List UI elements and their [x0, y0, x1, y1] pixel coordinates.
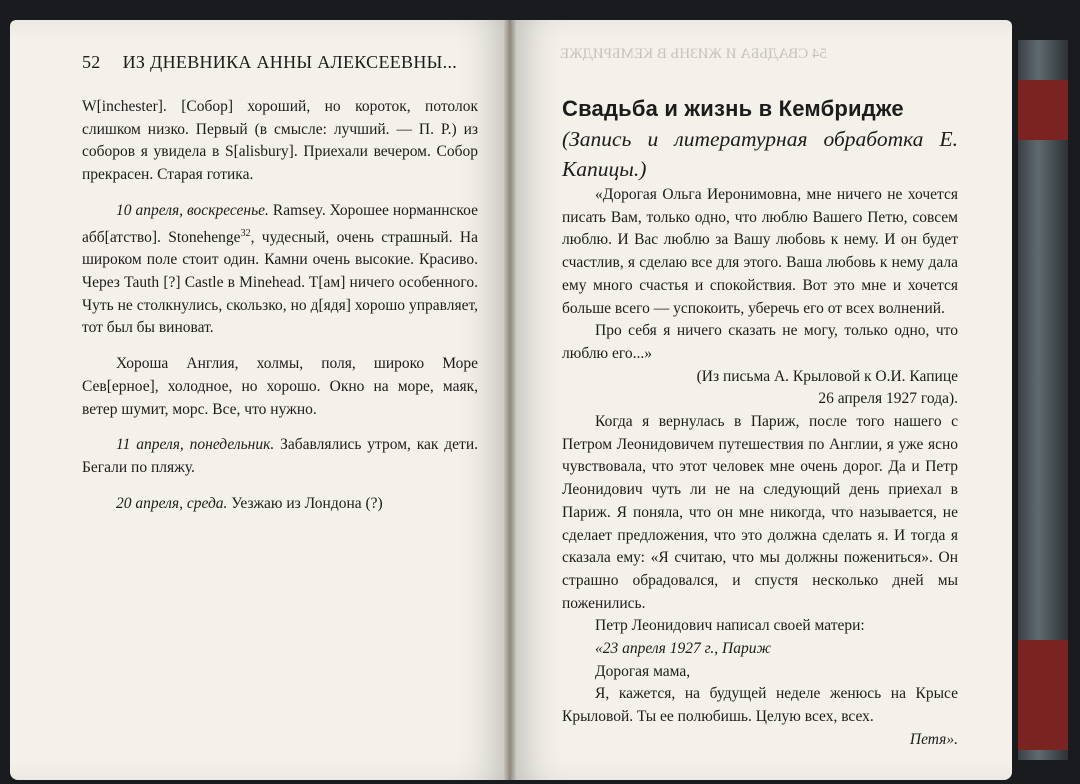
letter-quote: Про себя я ничего сказать не могу, только одно, что люблю его...»: [562, 322, 958, 362]
running-header: [82, 52, 457, 73]
chapter-title: Свадьба и жизнь в Кембридже: [562, 96, 904, 121]
left-page-text: [82, 96, 478, 515]
header-title: ИЗ ДНЕВНИКА АННЫ АЛЕКСЕЕВНЫ...: [122, 52, 458, 72]
entry-text: Забавлялись утром, как дети. Бегали по пляжу.: [82, 436, 478, 476]
entry-text: Уезжаю из Лондона (?): [227, 494, 383, 512]
chapter-subtitle: (Запись и литературная обработка Е. Капицы.): [562, 127, 958, 181]
diary-paragraph: W[inchester]. [Собор] хороший, но короток, потолок слишком низко. Первый (в смысле: лучший. — П. Р.) из соборов я увидела в S[alisbury]. Приехали вечером. Собор прекрасен. Старая готика.: [82, 98, 478, 184]
entry-date: 11 апреля, понедельник.: [116, 436, 275, 454]
letter-source: 26 апреля 1927 года).: [818, 390, 958, 408]
footnote-marker: 32: [240, 227, 251, 239]
diary-entry: [82, 200, 478, 340]
letter-quote: «Дорогая Ольга Иеронимовна, мне ничего не хочется писать Вам, только одно, что люблю Вашего Петю, совсем люблю. И Вас люблю за Вашу любовь к нему. И он будет счастлив, я сделаю все для этого. Ваша любовь к нему дала ему много счастья и спокойствия. Вот это мне и хочется больше всего — успокоить, уберечь его от всех волнений.: [562, 186, 958, 317]
diary-paragraph: Хороша Англия, холмы, поля, широко Море Сев[ерное], холодное, но хорошо. Окно на море, маяк, ветер шумит, морс. Все, что нужно.: [82, 355, 478, 418]
letter-greeting: Дорогая мама,: [595, 662, 691, 680]
entry-date: 20 апреля, среда.: [116, 494, 228, 512]
narrative-line: Петр Леонидович написал своей матери:: [595, 617, 865, 635]
entry-text: Ramsey. Хорошее норманнское абб[атство]. Stonehenge: [82, 201, 478, 246]
letter-signature: Петя».: [909, 730, 958, 748]
cover-stripe: [1018, 80, 1068, 140]
diary-entry: [82, 434, 478, 479]
letter-date: «23 апреля 1927 г., Париж: [595, 640, 771, 658]
entry-date: 10 апреля, воскресенье.: [116, 201, 269, 219]
entry-text: , чудесный, очень страшный. На широком поле стоит один. Камни очень высокие. Красиво. Через Tauth [?] Castle в Minehead. T[ам] ничего особенного. Чуть не столкнулись, скользко, но д[ядя] хорошо управляет, тот был бы виноват.: [82, 228, 478, 337]
book-edge: [1018, 40, 1068, 760]
book-gutter: [504, 20, 516, 780]
narrative-paragraph: Когда я вернулась в Париж, после того нашего с Петром Леонидовичем путешествия по Англии, я уже ясно чувствовала, что этот человек мне очень дорог. Да и Петр Леонидович чуть ли не на следующий день приехал в Париж. Я поняла, что он мне никогда, что называется, не сделает предложения, что это должна сделать я. И тогда я сказала ему: «Я считаю, что мы должны пожениться». Он страшно обрадовался, и спустя несколько дней мы поженились.: [562, 413, 958, 612]
diary-entry: [82, 493, 478, 516]
cover-stripe: [1018, 640, 1068, 750]
letter-body: Я, кажется, на будущей неделе женюсь на Крысе Крыловой. Ты ее полюбишь. Целую всех, всех.: [562, 685, 958, 726]
page-number: 52: [82, 52, 101, 72]
bleed-through-header: 54 СВАДЬБА И ЖИЗНЬ В КЕМБРИДЖЕ: [560, 46, 827, 62]
letter-source: (Из письма А. Крыловой к О.И. Капице: [696, 367, 958, 385]
right-page-text: [562, 94, 958, 752]
